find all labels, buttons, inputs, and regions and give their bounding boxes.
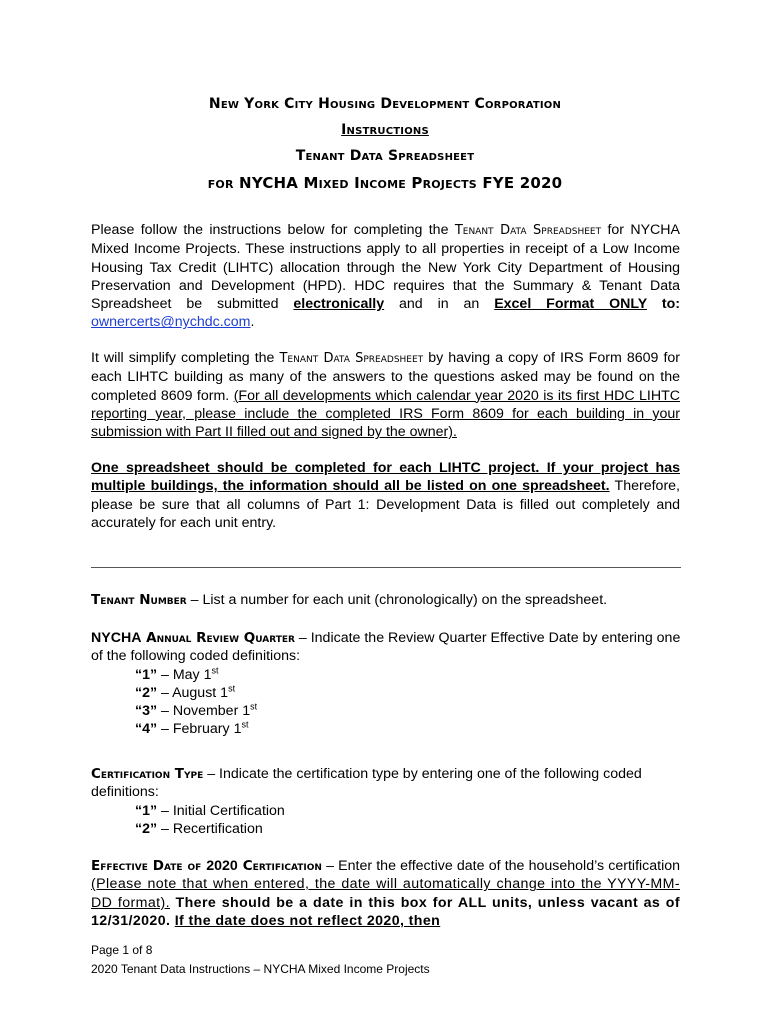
email-link[interactable]: ownercerts@nychdc.com bbox=[91, 314, 251, 331]
p1-excel-format: Excel Format ONLY bbox=[494, 296, 647, 313]
certification-type-description bbox=[91, 765, 683, 802]
p1-electronically: electronically bbox=[293, 296, 385, 313]
review-quarter-codes bbox=[91, 666, 683, 739]
code-text: – May 1 bbox=[157, 666, 212, 683]
code-value: “1” bbox=[135, 666, 158, 683]
code-text: – February 1 bbox=[157, 721, 242, 738]
code-item bbox=[91, 720, 683, 738]
section-divider bbox=[91, 567, 681, 568]
effective-date-label-year: 2020 bbox=[206, 858, 238, 874]
p1-text-c: and in an bbox=[384, 296, 495, 313]
intro-paragraph-1 bbox=[91, 221, 680, 332]
p1-text-b: for NYCHA Mixed Income Projects. These instructions apply to all properties in receipt of a Low Income Housing Tax Credit (LIHTC) allocation through the New York City Department of Housing Preservation and Development (HPD). HDC requires that the Summary & Tenant Data Spreadsheet be submitted bbox=[91, 222, 681, 313]
code-sup: st bbox=[241, 719, 249, 730]
field-tenant-number bbox=[91, 591, 683, 609]
code-sup: st bbox=[211, 664, 219, 675]
header-spreadsheet: Tenant Data Spreadsheet bbox=[295, 148, 475, 164]
intro-paragraph-2 bbox=[91, 349, 680, 441]
code-value: “2” bbox=[135, 820, 158, 837]
code-value: “3” bbox=[135, 703, 158, 720]
effective-date-label-b: Certification bbox=[237, 858, 322, 874]
header-organization: New York City Housing Development Corporation bbox=[208, 96, 562, 112]
tenant-number-text: – List a number for each unit (chronologically) on the spreadsheet. bbox=[186, 592, 608, 608]
code-text: – Initial Certification bbox=[157, 802, 285, 819]
effective-date-underlined-note: (Please note that when entered, the date will automatically change into the YYYY-MM-DD format). bbox=[91, 876, 680, 911]
effective-date-label-a: Effective Date of bbox=[91, 858, 207, 874]
review-quarter-text: – Indicate the Review Quarter Effective Date by entering one of the following coded definitions: bbox=[91, 630, 681, 665]
code-sup: st bbox=[250, 701, 258, 712]
field-certification-type bbox=[91, 765, 683, 838]
p2-text-a: It will simplify completing the bbox=[91, 350, 280, 366]
field-effective-date bbox=[91, 857, 680, 930]
p2-text-b: by having a copy of IRS Form 8609 for each LIHTC building as many of the answers to the questions asked may be found on the completed 8609 form. bbox=[91, 350, 680, 404]
p3-text: Therefore, please be sure that all columns of Part 1: Development Data is filled out completely and accurately for each unit entry. bbox=[91, 478, 680, 531]
footer-page-number: Page 1 of 8 bbox=[91, 943, 153, 957]
code-text: – November 1 bbox=[157, 703, 251, 720]
code-sup: st bbox=[228, 683, 236, 694]
code-value: “1” bbox=[135, 802, 158, 819]
p1-text-a: Please follow the instructions below for completing the bbox=[91, 222, 455, 238]
code-item bbox=[91, 684, 683, 702]
review-quarter-description bbox=[91, 629, 683, 666]
code-item bbox=[91, 820, 683, 838]
effective-date-bold-underlined: If the date does not reflect 2020, then bbox=[174, 912, 441, 929]
header-fye: FYE 2020 bbox=[476, 174, 563, 192]
certification-type-label: Certification Type bbox=[91, 766, 204, 782]
p1-sheet-name: Tenant Data Spreadsheet bbox=[454, 223, 602, 238]
code-text: – Recertification bbox=[157, 820, 263, 837]
effective-date-bold-note: There should be a date in this box for ALL units, unless vacant as of 12/31/2020. bbox=[91, 894, 680, 929]
code-item bbox=[91, 666, 683, 684]
p2-sheet-name: Tenant Data Spreadsheet bbox=[279, 351, 424, 366]
code-item bbox=[91, 702, 683, 720]
effective-date-text: – Enter the effective date of the household’s certification bbox=[321, 858, 681, 874]
certification-type-codes bbox=[91, 802, 683, 839]
field-review-quarter bbox=[91, 629, 683, 739]
review-quarter-label: Annual Review Quarter bbox=[141, 630, 295, 646]
review-quarter-label-nycha: NYCHA bbox=[91, 630, 142, 646]
intro-paragraph-3 bbox=[91, 459, 680, 532]
tenant-number-label: Tenant Number bbox=[91, 592, 187, 608]
header-project-prefix: for NYCHA Mixed Income Projects bbox=[207, 174, 477, 192]
code-text: – August 1 bbox=[157, 684, 229, 701]
header-project-line bbox=[0, 174, 770, 192]
footer-document-title: 2020 Tenant Data Instructions – NYCHA Mixed Income Projects bbox=[91, 962, 430, 976]
header-instructions: Instructions bbox=[341, 122, 429, 138]
p1-end: . bbox=[250, 314, 255, 331]
code-value: “4” bbox=[135, 721, 158, 738]
p2-underlined-note: (For all developments which calendar year 2020 is its first HDC LIHTC reporting year, please include the completed IRS Form 8609 for each building in your submission with Part II filled out and signed by the owner). bbox=[91, 387, 680, 441]
code-item bbox=[91, 802, 683, 820]
p1-to: to: bbox=[646, 296, 680, 313]
p3-bold-note: One spreadsheet should be completed for each LIHTC project. If your project has multiple buildings, the information should all be listed on one spreadsheet. bbox=[91, 460, 680, 495]
certification-type-text: – Indicate the certification type by entering one of the following coded definitions: bbox=[91, 766, 642, 801]
code-value: “2” bbox=[135, 684, 158, 701]
